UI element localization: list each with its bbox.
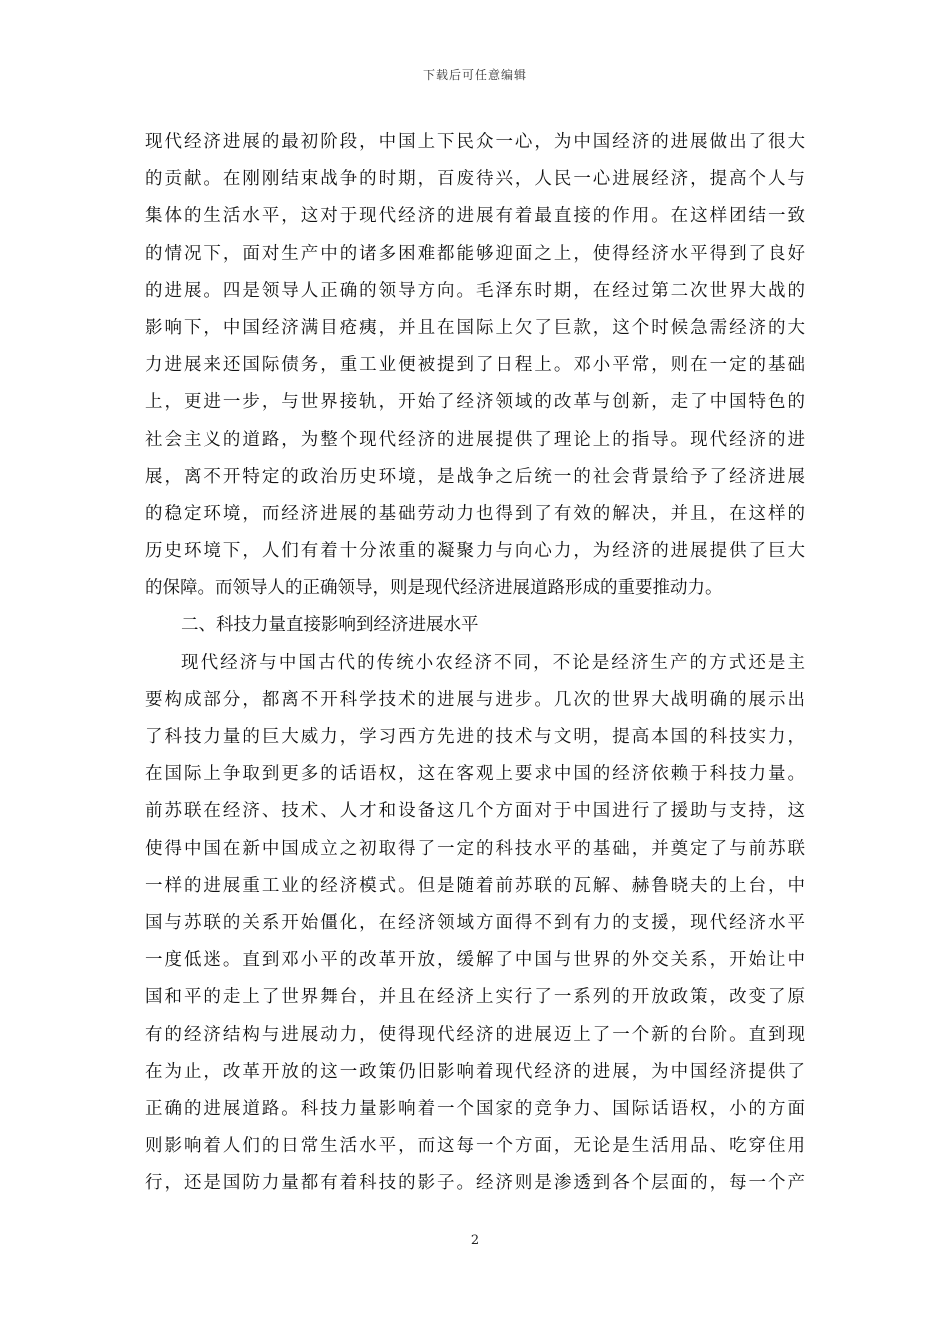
text-line: 的稳定环境，而经济进展的基础劳动力也得到了有效的解决，并且，在这样的 xyxy=(145,503,805,524)
text-line: 的保障。而领导人的正确领导，则是现代经济进展道路形成的重要推动力。 xyxy=(145,578,723,599)
text-line: 集体的生活水平，这对于现代经济的进展有着最直接的作用。在这样团结一致 xyxy=(145,206,805,227)
text-line: 国与苏联的关系开始僵化，在经济领域方面得不到有力的支援，现代经济水平 xyxy=(145,912,805,933)
text-line: 一度低迷。直到邓小平的改革开放，缓解了中国与世界的外交关系，开始让中 xyxy=(145,950,805,971)
page-number: 2 xyxy=(470,1233,480,1248)
paragraph-1 xyxy=(145,124,805,607)
text-line: 展，离不开特定的政治历史环境，是战争之后统一的社会背景给予了经济进展 xyxy=(145,466,805,487)
text-line: 现代经济进展的最初阶段，中国上下民众一心，为中国经济的进展做出了很大 xyxy=(145,132,805,152)
text-line: 使得中国在新中国成立之初取得了一定的科技水平的基础，并奠定了与前苏联 xyxy=(145,838,805,859)
text-line: 国和平的走上了世界舞台，并且在经济上实行了一系列的开放政策，改变了原 xyxy=(145,987,805,1008)
text-line: 的贡献。在刚刚结束战争的时期，百废待兴，人民一心进展经济，提高个人与 xyxy=(145,169,805,190)
text-line: 影响下，中国经济满目疮痍，并且在国际上欠了巨款，这个时候急需经济的大 xyxy=(145,317,805,338)
text-line: 了科技力量的巨大威力，学习西方先进的技术与文明，提高本国的科技实力， xyxy=(145,727,805,747)
text-line: 的情况下，面对生产中的诸多困难都能够迎面之上，使得经济水平得到了良好 xyxy=(145,243,805,264)
text-line: 前苏联在经济、技术、人才和设备这几个方面对于中国进行了援助与支持，这 xyxy=(145,801,805,822)
text-line: 历史环境下，人们有着十分浓重的凝聚力与向心力，为经济的进展提供了巨大 xyxy=(145,541,805,562)
paragraph-2 xyxy=(145,645,805,1203)
section-heading: 二、科技力量直接影响到经济进展水平 xyxy=(181,615,479,636)
text-line: 的进展。四是领导人正确的领导方向。毛泽东时期，在经过第二次世界大战的 xyxy=(145,280,805,301)
text-line: 现代经济与中国古代的传统小农经济不同，不论是经济生产的方式还是主 xyxy=(181,652,805,673)
text-line: 正确的进展道路。科技力量影响着一个国家的竞争力、国际话语权，小的方面 xyxy=(145,1098,805,1119)
text-line: 上，更进一步，与世界接轨，开始了经济领域的改革与创新，走了中国特色的 xyxy=(145,392,805,413)
page-header: 下载后可任意编辑 xyxy=(422,68,527,82)
text-line: 有的经济结构与进展动力，使得现代经济的进展迈上了一个新的台阶。直到现 xyxy=(145,1024,805,1045)
text-line: 一样的进展重工业的经济模式。但是随着前苏联的瓦解、赫鲁晓夫的上台，中 xyxy=(145,875,805,896)
text-line: 力进展来还国际债务，重工业便被提到了日程上。邓小平常，则在一定的基础 xyxy=(145,355,805,376)
text-line: 则影响着人们的日常生活水平，而这每一个方面，无论是生活用品、吃穿住用 xyxy=(145,1136,805,1157)
text-line: 在为止，改革开放的这一政策仍旧影响着现代经济的进展，为中国经济提供了 xyxy=(145,1061,805,1082)
text-line: 在国际上争取到更多的话语权，这在客观上要求中国的经济依赖于科技力量。 xyxy=(145,764,805,785)
document-body xyxy=(145,124,805,1202)
text-line: 行，还是国防力量都有着科技的影子。经济则是渗透到各个层面的，每一个产 xyxy=(145,1173,805,1194)
text-line: 社会主义的道路，为整个现代经济的进展提供了理论上的指导。现代经济的进 xyxy=(145,429,805,450)
text-line: 要构成部分，都离不开科学技术的进展与进步。几次的世界大战明确的展示出 xyxy=(145,689,805,710)
